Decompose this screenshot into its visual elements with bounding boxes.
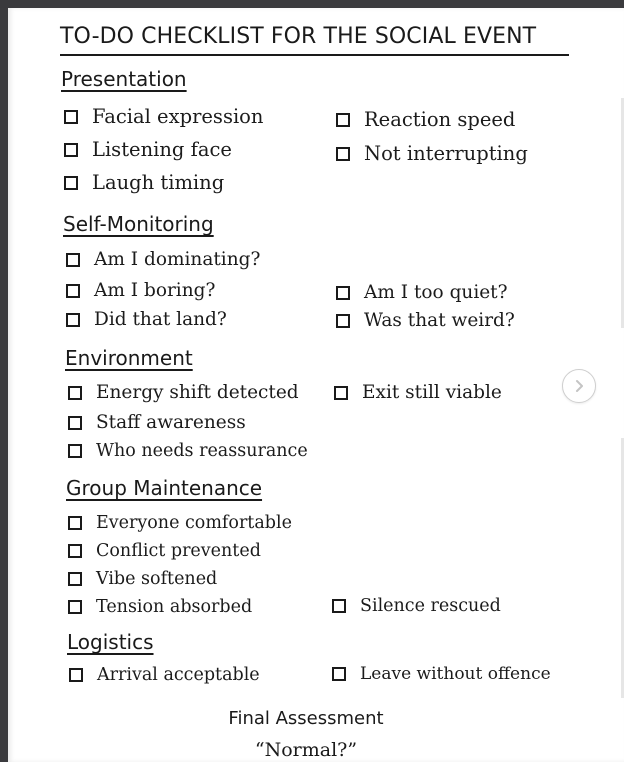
checklist-item-label: Arrival acceptable [97,665,260,685]
chevron-right-icon [572,379,586,393]
checklist-item-label: Everyone comfortable [96,513,292,533]
checkbox-icon[interactable] [68,516,82,530]
checklist-item-label: Facial expression [92,105,264,128]
checklist-sheet [8,8,624,762]
checkbox-icon[interactable] [64,143,78,157]
checklist-item-label: Did that land? [94,309,227,330]
checklist-item-am-i-boring[interactable] [66,280,215,301]
checkbox-icon[interactable] [68,544,82,558]
checkbox-icon[interactable] [66,313,80,327]
checklist-item-laugh-timing[interactable] [64,171,224,194]
checklist-item-label: Staff awareness [96,412,246,433]
checklist-item-label: Leave without offence [360,664,551,684]
checklist-item-label: Silence rescued [360,596,501,616]
checklist-item-not-interrupting[interactable] [336,142,528,165]
checkbox-icon[interactable] [64,110,78,124]
checklist-item-label: Conflict prevented [96,541,261,561]
checklist-item-arrival-acceptable[interactable] [69,665,260,685]
checklist-item-label: Am I dominating? [94,249,261,270]
page-title: TO-DO CHECKLIST FOR THE SOCIAL EVENT [60,24,537,49]
checkbox-icon[interactable] [64,176,78,190]
checkbox-icon[interactable] [334,386,348,400]
checkbox-icon[interactable] [68,416,82,430]
checklist-item-listening-face[interactable] [64,138,232,161]
checklist-item-exit-still-viable[interactable] [334,382,502,403]
checklist-item-am-i-dominating[interactable] [66,249,260,270]
checklist-item-label: Not interrupting [364,142,528,165]
checkbox-icon[interactable] [336,113,350,127]
checkbox-icon[interactable] [336,314,350,328]
checklist-item-label: Laugh timing [92,171,225,194]
checklist-item-staff-awareness[interactable] [68,412,246,433]
checklist-item-silence-rescued[interactable] [332,596,501,616]
checklist-item-leave-without-offence[interactable] [332,664,551,684]
section-heading-environment: Environment [65,346,193,370]
checklist-item-label: Vibe softened [96,569,218,589]
checklist-item-energy-shift-detected[interactable] [68,382,299,403]
window-top-edge [0,0,624,8]
checkbox-icon[interactable] [336,147,350,161]
checkbox-icon[interactable] [68,444,82,458]
section-heading-logistics: Logistics [67,630,154,654]
checkbox-icon[interactable] [66,284,80,298]
checkbox-icon[interactable] [68,600,82,614]
checklist-item-reaction-speed[interactable] [336,108,515,131]
checklist-item-everyone-comfortable[interactable] [68,513,292,533]
title-underline [60,54,569,56]
checkbox-icon[interactable] [69,668,83,682]
checklist-item-was-that-weird[interactable] [336,310,515,331]
checklist-item-vibe-softened[interactable] [68,569,217,589]
next-page-button[interactable] [562,369,596,403]
checkbox-icon[interactable] [332,599,346,613]
section-heading-presentation: Presentation [61,67,187,91]
checklist-item-label: Am I too quiet? [364,282,508,303]
checklist-item-am-i-too-quiet[interactable] [336,282,508,303]
checklist-item-conflict-prevented[interactable] [68,541,261,561]
checklist-item-facial-expression[interactable] [64,105,263,128]
final-assessment-heading: Final Assessment [228,708,384,729]
checklist-item-label: Am I boring? [94,280,216,301]
checkbox-icon[interactable] [68,572,82,586]
final-assessment-question: “Normal?” [254,739,358,761]
checklist-item-label: Energy shift detected [96,382,299,403]
checklist-item-label: Listening face [92,138,232,161]
checklist-item-label: Reaction speed [364,108,516,131]
section-heading-group-maintenance: Group Maintenance [66,476,263,500]
checklist-item-label: Exit still viable [362,382,502,403]
checkbox-icon[interactable] [332,667,346,681]
section-heading-self-monitoring: Self-Monitoring [63,212,214,236]
checkbox-icon[interactable] [336,286,350,300]
checkbox-icon[interactable] [66,253,80,267]
checkbox-icon[interactable] [68,386,82,400]
checklist-item-label: Who needs reassurance [96,441,308,461]
checklist-item-tension-absorbed[interactable] [68,597,252,617]
checklist-item-label: Was that weird? [364,310,515,331]
checklist-item-label: Tension absorbed [96,597,253,617]
checklist-item-did-that-land[interactable] [66,309,227,330]
checklist-item-who-needs-reassurance[interactable] [68,441,308,461]
